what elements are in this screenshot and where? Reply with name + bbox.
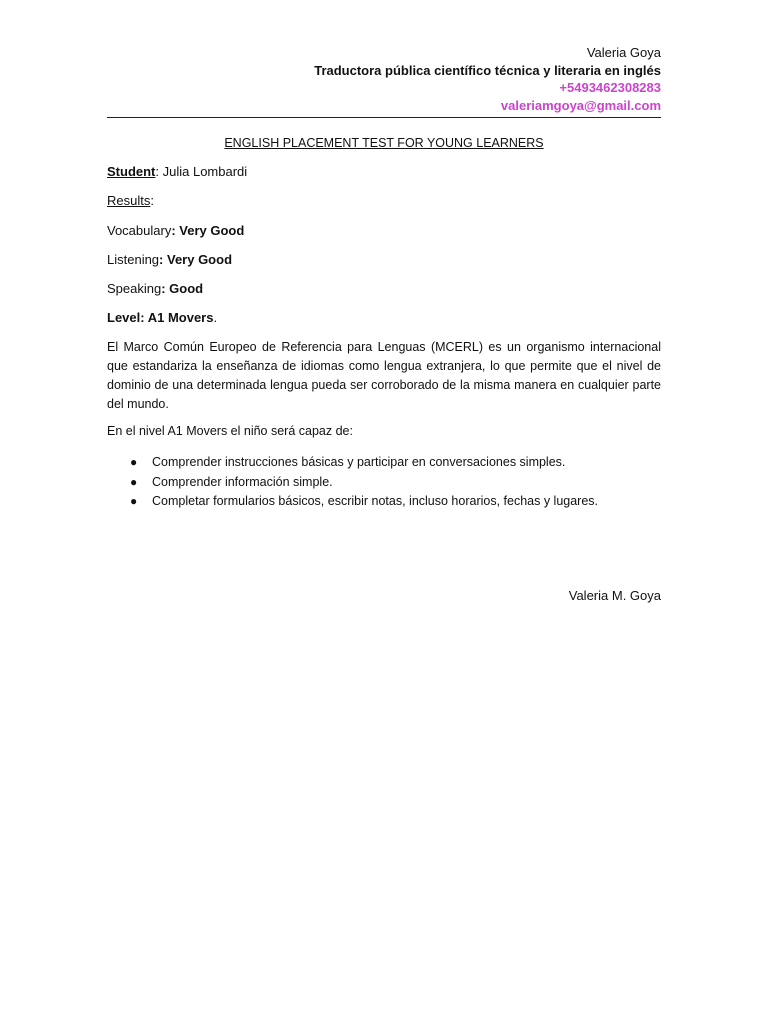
- vocabulary-label: Vocabulary: [107, 223, 172, 238]
- listening-result: [107, 252, 232, 267]
- listening-value: : Very Good: [159, 252, 233, 267]
- list-item-text: Comprender instrucciones básicas y participar en conversaciones simples.: [152, 455, 566, 469]
- abilities-list: [107, 453, 661, 512]
- list-item-text: Comprender información simple.: [152, 474, 333, 489]
- letterhead: [314, 44, 661, 114]
- list-item-text: Completar formularios básicos, escribir notas, incluso horarios, fechas y lugares.: [152, 494, 599, 508]
- abilities-intro: En el nivel A1 Movers el niño será capaz de:: [107, 424, 353, 438]
- level-value: : A1 Movers: [140, 310, 214, 325]
- signature: Valeria M. Goya: [568, 588, 661, 603]
- vocabulary-value: : Very Good: [171, 223, 245, 238]
- results-label: Results: [107, 193, 151, 208]
- listening-label: Listening: [107, 252, 160, 267]
- results-heading: [107, 193, 154, 208]
- student-field: [107, 164, 247, 179]
- list-item: [107, 473, 661, 493]
- author-email: valeriamgoya@gmail.com: [500, 97, 661, 113]
- mcerl-paragraph: El Marco Común Europeo de Referencia para Lenguas (MCERL) es un organismo internacional que estandariza la enseñanza de idiomas como lengua extranjera, lo que permite que el nivel de dominio de una determinada lengua pueda ser corroborado de la misma manera en cualquier parte del mundo.: [107, 340, 661, 411]
- bullet-icon: ●: [130, 494, 138, 508]
- speaking-result: [107, 281, 203, 296]
- level-label: Level: [107, 310, 141, 325]
- author-name: Valeria Goya: [586, 45, 661, 60]
- student-label: Student: [107, 164, 156, 179]
- list-item: [107, 492, 661, 512]
- student-name: : Julia Lombardi: [155, 164, 248, 179]
- header-divider: [107, 117, 661, 118]
- list-item: [107, 453, 661, 473]
- speaking-value: : Good: [161, 281, 204, 296]
- bullet-icon: ●: [130, 474, 138, 489]
- document-page: [107, 0, 661, 1024]
- author-profession: Traductora pública científico técnica y literaria en inglés: [314, 62, 661, 78]
- level-period: .: [213, 310, 218, 325]
- speaking-label: Speaking: [107, 281, 162, 296]
- vocabulary-result: [107, 223, 244, 238]
- document-title: ENGLISH PLACEMENT TEST FOR YOUNG LEARNERS: [224, 136, 544, 150]
- results-colon: :: [150, 193, 154, 208]
- level-result: [107, 310, 217, 325]
- bullet-icon: ●: [130, 455, 138, 469]
- author-phone: +5493462308283: [559, 80, 661, 95]
